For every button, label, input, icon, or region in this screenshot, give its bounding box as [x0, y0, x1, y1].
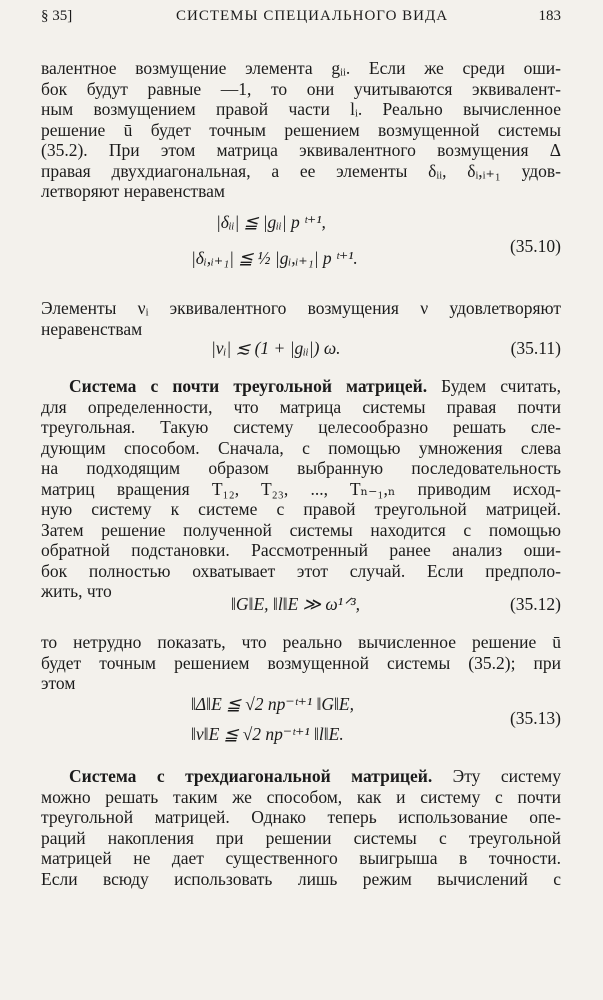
paragraph-5 [41, 766, 561, 889]
book-page [41, 0, 561, 1000]
equation-35-11 [41, 338, 561, 360]
text-line: летворяют неравенствам [41, 181, 225, 201]
equation-number: (35.10) [509, 236, 561, 256]
text-line: этом [41, 673, 76, 693]
equation-line: |δᵢᵢ| ≦ |gᵢᵢ| p ᵗ⁺¹, [216, 212, 326, 232]
equation-line: ‖G‖E, ‖l‖E ≫ ω¹ᐟ³, [231, 594, 360, 614]
paragraph-4 [41, 632, 561, 694]
paragraph-3 [41, 376, 561, 602]
text-line: на подходящим образом выбранную последовательность [41, 458, 561, 478]
text-line: (35.2). При этом матрица эквивалентного возмущения Δ [41, 140, 561, 160]
text-line [41, 376, 561, 397]
paragraph-1 [41, 58, 561, 202]
equation-line: |δᵢ,ᵢ₊₁| ≦ ½ |gᵢ,ᵢ₊₁| p ᵗ⁺¹. [191, 248, 358, 268]
text-line: Если всюду использовать лишь режим вычислений с [41, 868, 561, 889]
text-line: Затем решение полученной системы находится с помощью [41, 519, 561, 540]
text-line: будет точным решением возмущенной системы (35.2); при [41, 652, 561, 673]
text-line: решение ū будет точным решением возмущенной системы [41, 119, 561, 140]
equation-line: |νᵢ| ≲ (1 + |gᵢᵢ|) ω. [211, 338, 341, 358]
text-fragment: Эту систему [432, 766, 561, 786]
equation-35-13 [41, 694, 561, 728]
text-line: неравенствам [41, 318, 143, 339]
running-head [41, 8, 561, 28]
equation-35-10 [41, 212, 561, 256]
text-line: правая двухдиагональная, а ее элементы δᵢᵢ, δᵢ,ᵢ₊₁ удов- [41, 160, 561, 181]
text-line: для определенности, что матрица системы правая почти [41, 396, 561, 417]
text-fragment: Будем считать, [427, 376, 561, 396]
equation-35-12 [41, 594, 561, 616]
text-line: валентное возмущение элемента gᵢᵢ. Если же среди оши- [41, 58, 561, 78]
chapter-title: СИСТЕМЫ СПЕЦИАЛЬНОГО ВИДА [176, 8, 449, 24]
section-heading: Система с трехдиагональной матрицей. [69, 766, 433, 786]
text-line: треугольной матрицей. Однако теперь использование опе- [41, 807, 561, 827]
text-line: раций накопления при решении системы с треугольной [41, 827, 561, 848]
text-line: треугольная. Такую систему целесообразно решать сле- [41, 417, 561, 437]
paragraph-2 [41, 298, 561, 339]
text-line [41, 766, 561, 787]
equation-number: (35.13) [509, 708, 561, 728]
text-line: можно решать таким же способом, как и систему с почти [41, 786, 561, 807]
text-line: дующим способом. Сначала, с помощью умножения слева [41, 437, 561, 458]
text-line: матрицей не дает существенного выигрыша в точности. [41, 848, 561, 868]
section-mark: § 35] [41, 8, 73, 24]
text-line: ную систему к системе с правой треугольной матрицей. [41, 499, 561, 519]
equation-number: (35.12) [509, 594, 561, 614]
equation-35-10-second-line [41, 248, 561, 270]
equation-35-13-second-line [41, 724, 561, 746]
text-line: бок полностью охватывает этот случай. Если предполо- [41, 560, 561, 581]
text-line: Элементы νᵢ эквивалентного возмущения ν удовлетворяют [41, 298, 561, 318]
equation-line: ‖ν‖E ≦ √2 np⁻ᵗ⁺¹ ‖l‖E. [191, 724, 344, 744]
text-line: матриц вращения T₁₂, T₂₃, ..., Tₙ₋₁,ₙ приводим исход- [41, 478, 561, 499]
equation-number: (35.11) [510, 338, 561, 358]
text-line: жить, что [41, 581, 112, 601]
text-line: ным возмущением правой части lᵢ. Реально вычисленное [41, 99, 561, 119]
text-line: бок будут равные —1, то они учитываются эквивалент- [41, 78, 561, 99]
page-number: 183 [538, 8, 561, 24]
section-heading: Система с почти треугольной матрицей. [69, 376, 428, 396]
equation-line: ‖Δ‖E ≦ √2 np⁻ᵗ⁺¹ ‖G‖E, [191, 694, 354, 714]
text-line: то нетрудно показать, что реально вычисленное решение ū [41, 632, 561, 652]
text-line: обратной подстановки. Рассмотренный ранее анализ оши- [41, 540, 561, 560]
